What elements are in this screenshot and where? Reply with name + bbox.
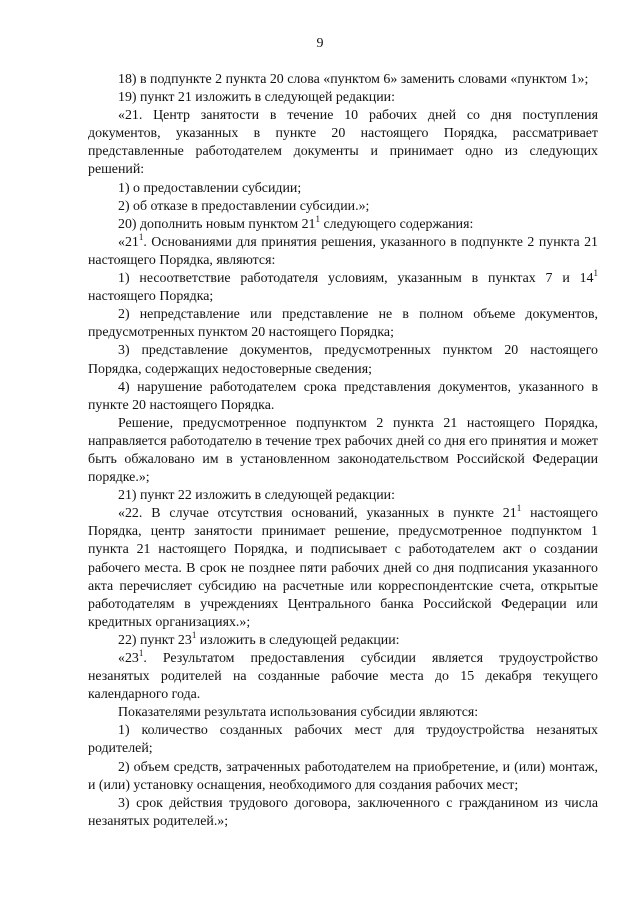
paragraph-text: 1) несоответствие работодателя условиям, указанным в пунктах 7 и 14 xyxy=(118,271,594,287)
paragraph-text: «21 xyxy=(118,234,139,250)
paragraph-text: 22) пункт 23 xyxy=(118,632,192,648)
paragraph-text: «22. В случае отсутствия оснований, указанных в пункте 21 xyxy=(118,506,517,522)
paragraph: 1) количество созданных рабочих мест для трудоустройства незанятых родителей; xyxy=(88,723,598,757)
paragraph-text: настоящего Порядка, центр занятости принимает решение, предусмотренное подпунктом 1 пункта 21 настоящего Порядка, и подписывает с работодателем акт о создании рабочего места. В срок не позднее пяти рабочих дней со дня подписания указанного акта перечисляет субсидию на расчетные или корреспондентские счета, открытые работодателям в учреждениях Центрального банка Российской Федерации или кредитных организациях.»; xyxy=(88,506,598,630)
paragraph xyxy=(88,231,598,270)
paragraph-text: «23 xyxy=(118,651,139,666)
paragraph: 2) непредставление или представление не в полном объеме документов, предусмотренных пунктом 20 настоящего Порядка; xyxy=(88,307,598,341)
paragraph-text: 20) дополнить новым пунктом 21 xyxy=(118,216,316,232)
paragraph: Показателями результата использования субсидии являются: xyxy=(118,705,479,721)
paragraph: 3) срок действия трудового договора, заключенного с гражданином из числа незанятых родителей.»; xyxy=(88,795,598,829)
paragraph-text: настоящего Порядка; xyxy=(88,289,214,305)
paragraph xyxy=(88,650,598,704)
document-body xyxy=(88,71,598,831)
paragraph: «21. Центр занятости в течение 10 рабочих дней со дня поступления документов, указанных в пункте 20 настоящего Порядка, рассматривает представленные работодателем документы и принимает одно из следующих решений: xyxy=(88,108,598,178)
paragraph: 2) об отказе в предоставлении субсидии.»; xyxy=(118,198,370,214)
superscript: 1 xyxy=(516,503,522,514)
paragraph xyxy=(88,505,598,632)
paragraph xyxy=(88,629,598,650)
paragraph: 18) в подпункте 2 пункта 20 слова «пунктом 6» заменить словами «пунктом 1»; xyxy=(118,72,589,87)
paragraph xyxy=(88,213,598,234)
paragraph xyxy=(88,270,598,306)
paragraph-text: изложить в следующей редакции: xyxy=(196,632,400,648)
paragraph: 21) пункт 22 изложить в следующей редакции: xyxy=(118,488,395,504)
superscript: 1 xyxy=(138,648,144,658)
page-number: 9 xyxy=(316,36,324,51)
paragraph: 2) объем средств, затраченных работодателем на приобретение, и (или) монтаж, и (или) установку оснащения, необходимого для создания рабочих мест; xyxy=(88,759,598,793)
paragraph: Решение, предусмотренное подпунктом 2 пункта 21 настоящего Порядка, направляется работодателю в течение трех рабочих дней со дня его принятия и может быть обжаловано им в установленном законодательством Российской Федерации порядке.»; xyxy=(88,415,598,486)
superscript: 1 xyxy=(191,629,197,640)
paragraph: 19) пункт 21 изложить в следующей редакции: xyxy=(118,90,395,106)
superscript: 1 xyxy=(315,213,321,224)
superscript: 1 xyxy=(138,231,144,242)
paragraph: 3) представление документов, предусмотренных пунктом 20 настоящего Порядка, содержащих недостоверные сведения; xyxy=(88,343,598,377)
superscript: 1 xyxy=(593,268,598,279)
paragraph: 4) нарушение работодателем срока представления документов, указанного в пункте 20 настоящего Порядка. xyxy=(88,379,598,413)
paragraph-text: . Основаниями для принятия решения, указанного в подпункте 2 пункта 21 настоящего Порядка, являются: xyxy=(88,234,598,268)
paragraph-text: следующего содержания: xyxy=(320,216,474,232)
paragraph: 1) о предоставлении субсидии; xyxy=(118,180,302,196)
paragraph-text: . Результатом предоставления субсидии является трудоустройство незанятых родителей на созданные рабочие места до 15 декабря текущего календарного года. xyxy=(88,651,598,703)
